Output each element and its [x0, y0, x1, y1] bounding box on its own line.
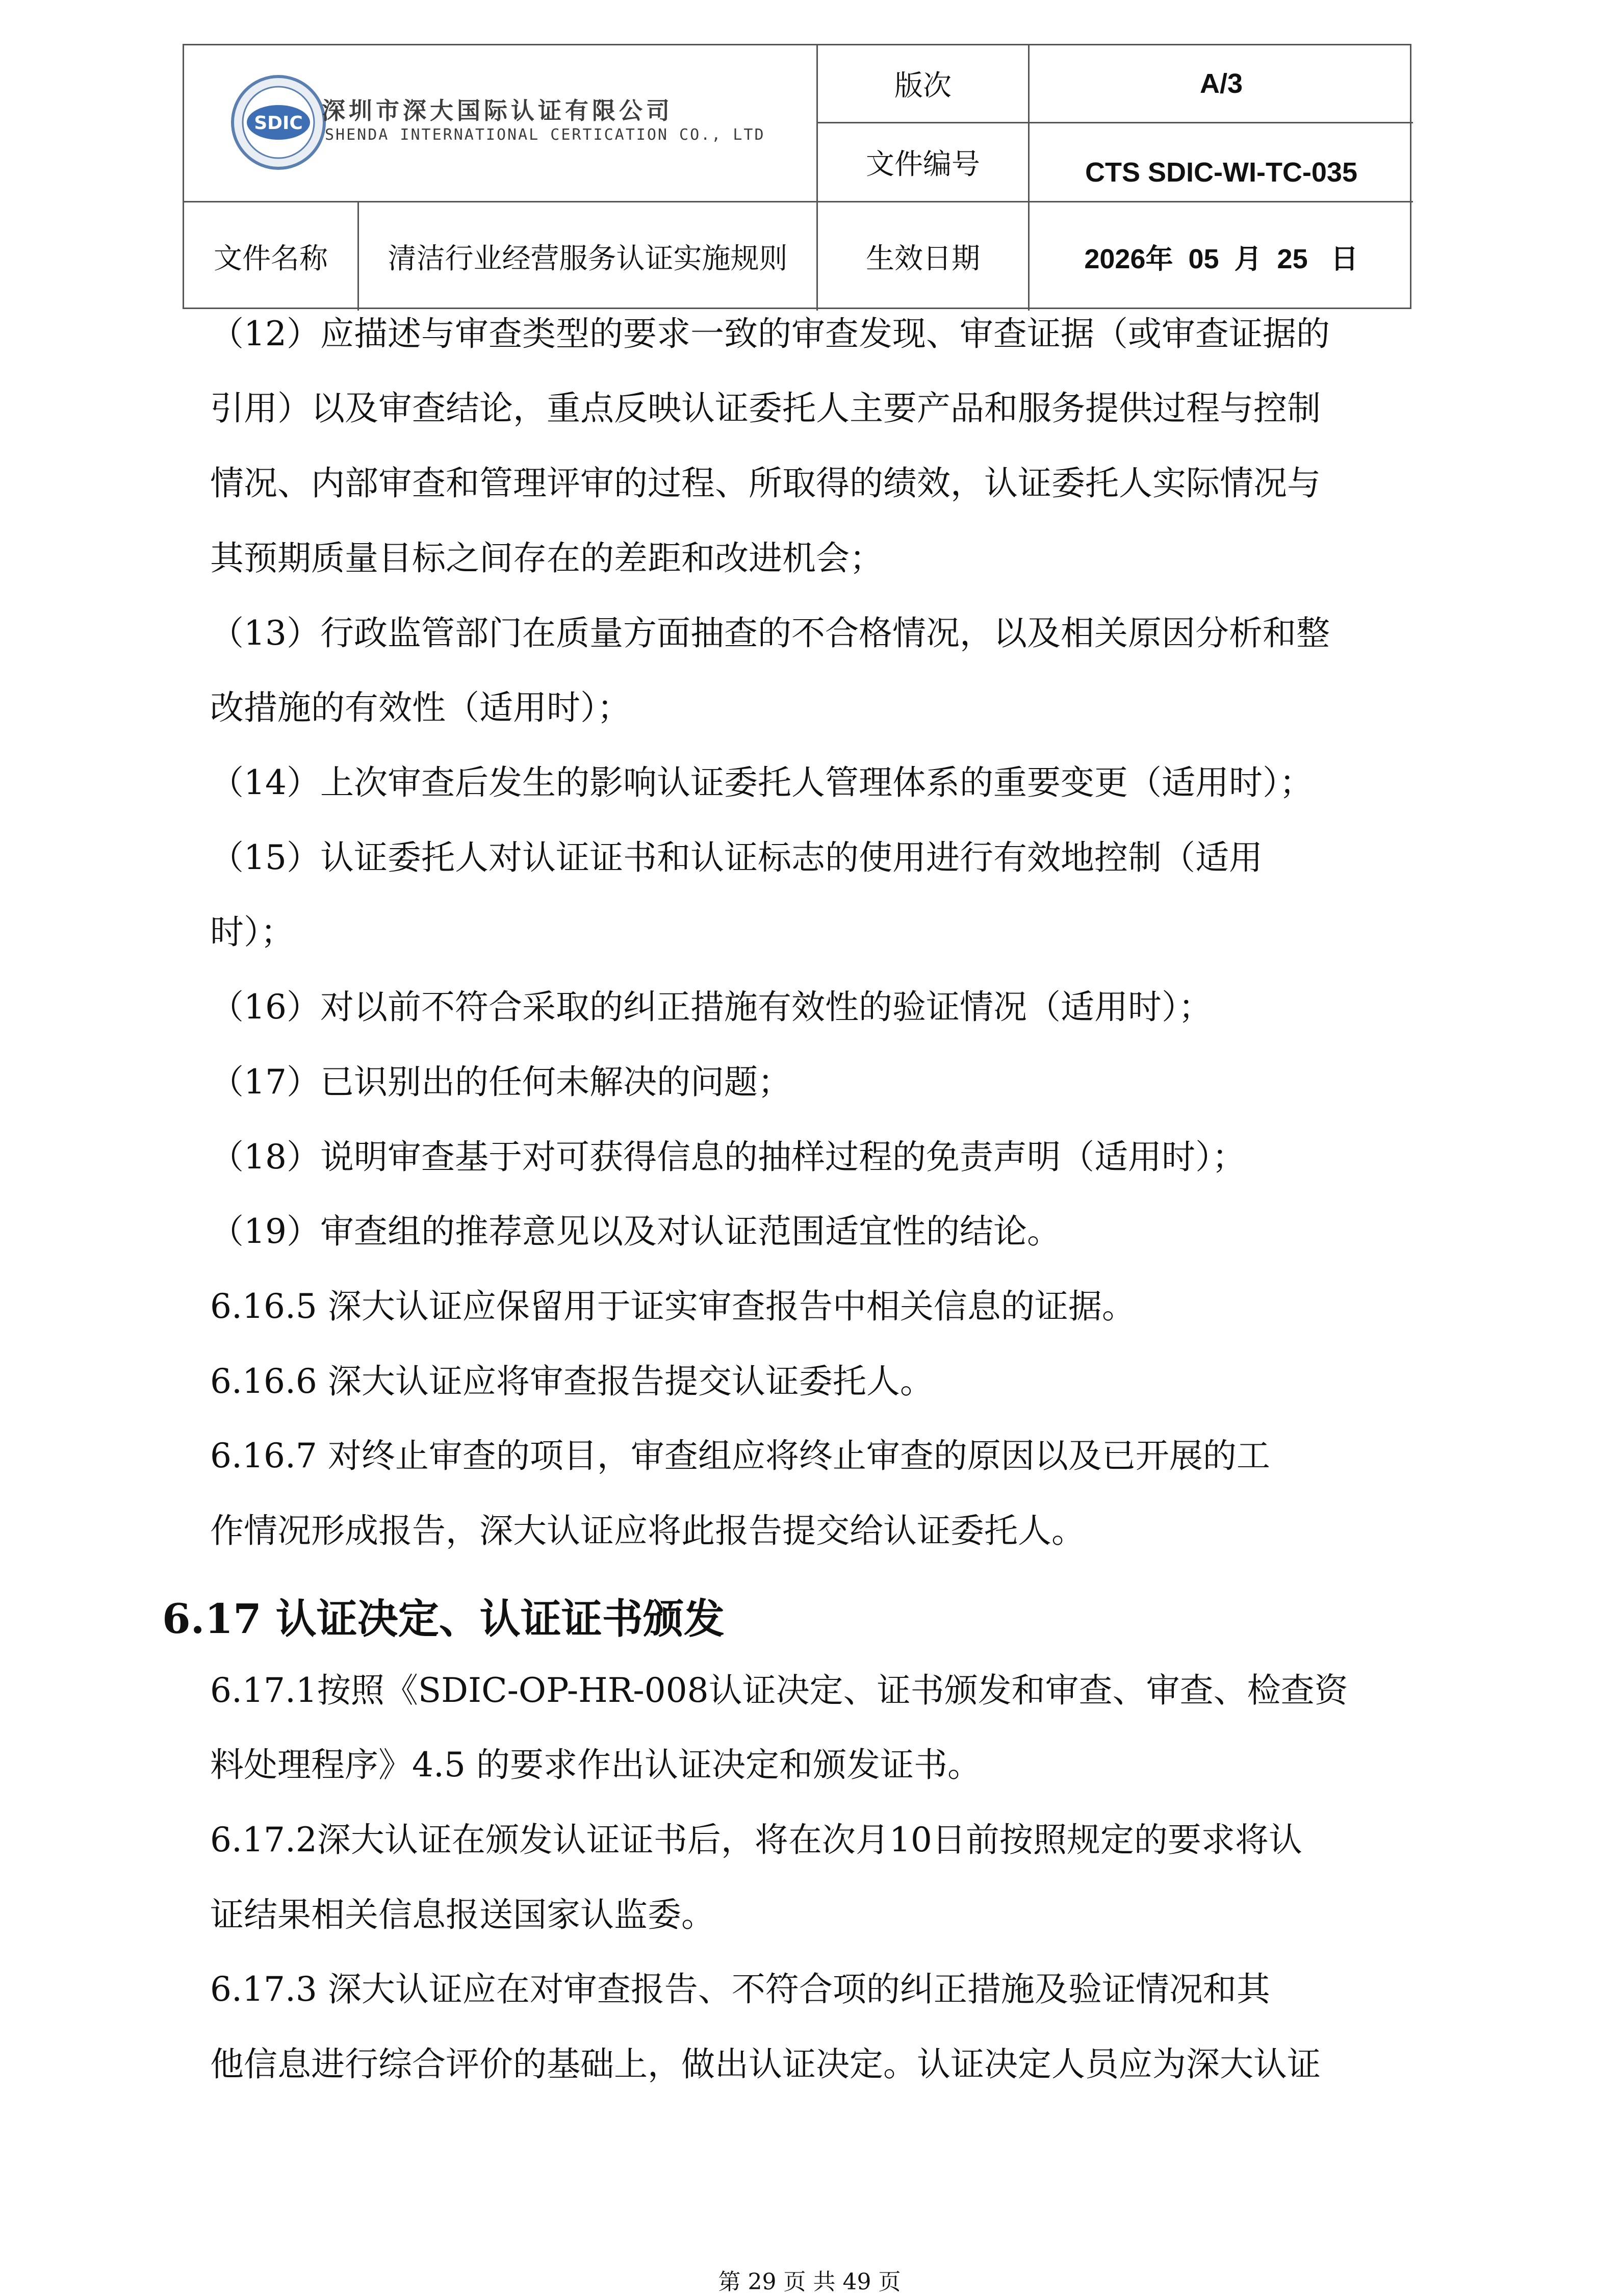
- body-line: （12）应描述与审查类型的要求一致的审查发现、审查证据（或审查证据的: [210, 314, 1330, 353]
- body-line: 时）；: [210, 912, 294, 952]
- body-line: （18）说明审查基于对可获得信息的抽样过程的免责声明（适用时）；: [210, 1137, 1246, 1177]
- doc-number-value: CTS SDIC-WI-TC-035: [1085, 157, 1357, 188]
- body-line: 6.16.7 对终止审查的项目，审查组应将终止审查的原因以及已开展的工: [210, 1436, 1270, 1475]
- body-line: （14）上次审查后发生的影响认证委托人管理体系的重要变更（适用时）；: [210, 763, 1313, 802]
- body-line: 6.17.2深大认证在颁发认证证书后，将在次月10日前按照规定的要求将认: [210, 1820, 1302, 1859]
- body-line: （17）已识别出的任何未解决的问题；: [210, 1062, 791, 1102]
- body-line: 证结果相关信息报送国家认监委。: [210, 1895, 715, 1934]
- doc-name-value: 清洁行业经营服务认证实施规则: [388, 242, 788, 275]
- page-number: 第 29 页 共 49 页: [718, 2269, 901, 2295]
- body-line: （13）行政监管部门在质量方面抽查的不合格情况，以及相关原因分析和整: [210, 614, 1330, 653]
- body-line: 6.16.6 深大认证应将审查报告提交认证委托人。: [210, 1362, 934, 1401]
- doc-number-label: 文件编号: [866, 148, 980, 181]
- body-line: （19）审查组的推荐意见以及对认证范围适宜性的结论。: [210, 1212, 1061, 1251]
- body-line: （15）认证委托人对认证证书和认证标志的使用进行有效地控制（适用: [210, 838, 1263, 877]
- company-seal-logo: [230, 74, 327, 171]
- company-name-en: SHENDA INTERNATIONAL CERTICATION CO., LTD: [325, 126, 765, 144]
- section-heading: 6.17 认证决定、认证证书颁发: [162, 1595, 725, 1643]
- company-logo-block: [184, 45, 816, 201]
- version-label: 版次: [894, 69, 952, 103]
- version-value: A/3: [1199, 68, 1243, 99]
- body-line: 6.17.1按照《SDIC-OP-HR-008认证决定、证书颁发和审查、审查、检查资: [210, 1671, 1348, 1710]
- body-line: 情况、内部审查和管理评审的过程、所取得的绩效，认证委托人实际情况与: [210, 464, 1321, 503]
- body-line: 作情况形成报告，深大认证应将此报告提交给认证委托人。: [210, 1511, 1085, 1550]
- body-line: 6.16.5 深大认证应保留用于证实审查报告中相关信息的证据。: [210, 1287, 1136, 1326]
- body-line: （16）对以前不符合采取的纠正措施有效性的验证情况（适用时）；: [210, 987, 1212, 1027]
- doc-name-label: 文件名称: [214, 242, 328, 275]
- body-line: 引用）以及审查结论，重点反映认证委托人主要产品和服务提供过程与控制: [210, 389, 1321, 428]
- body-line: 改措施的有效性（适用时）；: [210, 688, 631, 727]
- body-line: 料处理程序》4.5 的要求作出认证决定和颁发证书。: [210, 1745, 981, 1784]
- company-name-cn: 深圳市深大国际认证有限公司: [322, 97, 673, 124]
- svg-text:SDIC: SDIC: [254, 113, 303, 134]
- effective-date-value: 2026年 05 月 25 日: [1084, 243, 1358, 274]
- effective-date-label: 生效日期: [866, 242, 980, 275]
- body-line: 他信息进行综合评价的基础上，做出认证决定。认证决定人员应为深大认证: [210, 2045, 1321, 2084]
- body-line: 其预期质量目标之间存在的差距和改进机会；: [210, 539, 883, 578]
- document-header-table: [183, 44, 1411, 309]
- body-line: 6.17.3 深大认证应在对审查报告、不符合项的纠正措施及验证情况和其: [210, 1970, 1270, 2009]
